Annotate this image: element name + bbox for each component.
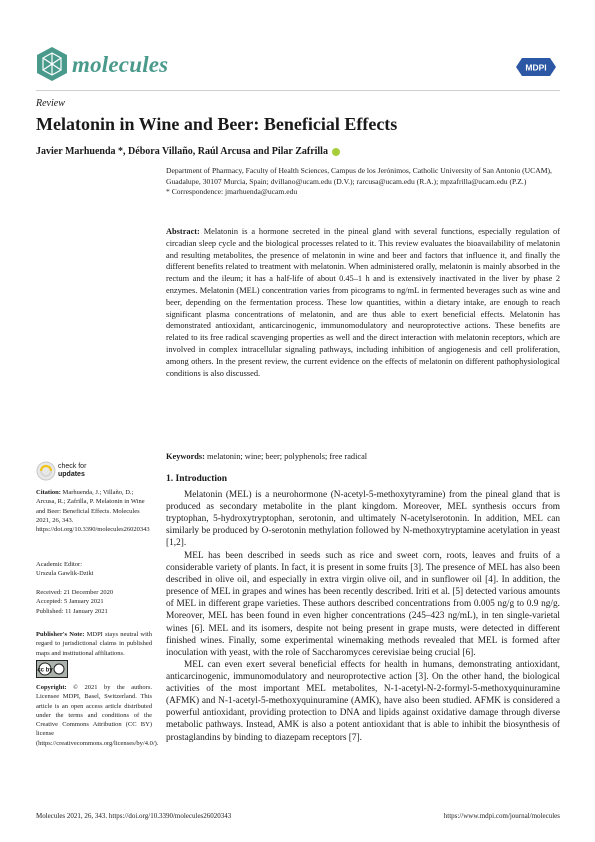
check-for-updates-label[interactable]: check for updates xyxy=(58,463,87,478)
citation-text: Marhuenda, J.; Villaño, D.; Arcusa, R.; Zafrilla, P. Melatonin in Wine and Beer: Beneficial Effects. Molecules 2021, 26, 343. https://doi.org/10.3390/molecules26020343 xyxy=(36,489,150,534)
academic-editor xyxy=(36,560,152,579)
author-list xyxy=(36,146,340,157)
abstract-label: Abstract: xyxy=(166,227,200,236)
check-for-updates-icon[interactable] xyxy=(36,461,56,481)
paragraph-1: Melatonin (MEL) is a neurohormone (N-acetyl-5-methoxytyramine) from the pineal gland that is produced as secondary metabolite in the plant kingdom. Moreover, MEL synthesis occurs from tryptophan, 5-hydroxytryptophan, serotonin, and ultimately N-acetylserotonin. In addition, MEL can similarly be produced by O-serotonin methylation followed by N-methoxytryptamine acetylation in yeast [1,2]. xyxy=(166,490,560,549)
affiliation: Department of Pharmacy, Faculty of Health Sciences, Campus de los Jerónimos, Catholic University of San Antonio (UCAM), Guadalupe, 30107 Murcia, Spain; dvillano@ucam.edu (D.V.); rarcusa@ucam.edu (R.A.); mpzafrilla@ucam.edu (P.Z.) xyxy=(166,166,552,186)
received-date: Received: 21 December 2020 xyxy=(36,589,114,596)
keywords-text: melatonin; wine; beer; polyphenols; free radical xyxy=(207,452,368,461)
publisher-note-label: Publisher's Note: xyxy=(36,631,85,638)
paragraph-3: MEL can even exert several beneficial effects for health in humans, demonstrating antioxidant, anticarcinogenic, immunomodulatory and neuroprotective action [3]. On the other hand, the biological activities of the most important MEL metabolites, N-1-acetyl-N-2-formyl-5-methoxyquinuramine (AFMK) and N-1-acetyl-5-methoxyquinuramine (AMK), have also been studied. AFMK is considered a powerful antioxidant, providing protection to DNA and lipids against oxidative damage through diverse metabolic pathways. Instead, AMK is also a potent antioxidant that is able to inhibit the biosynthesis of prostaglandins by binding to diazepam receptors [7]. xyxy=(166,660,560,743)
header-divider xyxy=(36,90,560,91)
orcid-icon[interactable] xyxy=(332,148,340,156)
affiliation-block xyxy=(166,166,560,198)
publisher-note xyxy=(36,630,152,658)
cc-label: cc by xyxy=(37,667,53,674)
cc-by-license-icon[interactable] xyxy=(36,660,68,678)
editor-label: Academic Editor: xyxy=(36,561,83,568)
authors-text[interactable]: Javier Marhuenda *, Débora Villaño, Raúl Arcusa and Pilar Zafrilla xyxy=(36,146,328,157)
journal-name: molecules xyxy=(72,52,169,77)
publisher-note-text: MDPI stays neutral with regard to jurisdictional claims in published maps and institutional affiliations. xyxy=(36,631,152,657)
citation-block xyxy=(36,488,152,534)
abstract xyxy=(166,226,560,379)
copyright-label: Copyright: xyxy=(36,684,67,691)
section-heading-introduction: 1. Introduction xyxy=(166,474,228,484)
keywords xyxy=(166,452,560,461)
copyright-text: © 2021 by the authors. Licensee MDPI, Basel, Switzerland. This article is an open access article distributed under the terms and conditions of the Creative Commons Attribution (CC BY) license (https://creativecommons.org/licenses/by/4.0/). xyxy=(36,684,159,747)
abstract-text: Melatonin is a hormone secreted in the pineal gland with several functions, especially regulation of circadian sleep cycle and the biological processes related to it. This review evaluates the bioavailability of melatonin and resulting metabolites, the presence of melatonin in wine and beer and factors that influence it, and finally the different benefits related to treatment with melatonin. When administered orally, melatonin is mainly absorbed in the rectum and the ileum; it has a half-life of about 0.45–1 h and is extensively inactivated in the liver by phase 2 enzymes. Melatonin (MEL) concentration varies from picograms to ng/mL in fermented beverages such as wine and beer, depending on the fermentation process. These low quantities, within a dietary intake, are enough to reach significant plasma concentrations of melatonin, and are thus able to exert beneficial effects. Melatonin has demonstrated antioxidant, anticarcinogenic, immunomodulatory and neuroprotective actions. These benefits are related to its free radical scavenging properties as well and the direct interaction with melatonin receptors, which are involved in complex intracellular signaling pathways, including inhibition of angiogenesis and cell proliferation, among others. In the present review, the current evidence on the effects of melatonin on different pathophysiological conditions is also discussed. xyxy=(166,227,560,378)
editor-name: Urszula Gawlik-Dziki xyxy=(36,570,94,578)
mdpi-logo-icon xyxy=(516,58,556,76)
article-type: Review xyxy=(36,98,65,109)
accepted-date: Accepted: 5 January 2021 xyxy=(36,598,104,606)
publication-dates xyxy=(36,588,152,616)
mdpi-logo-text: MDPI xyxy=(525,62,547,73)
published-date: Published: 11 January 2021 xyxy=(36,607,108,615)
article-title: Melatonin in Wine and Beer: Beneficial Effects xyxy=(36,114,398,134)
correspondence: * Correspondence: jmarhuenda@ucam.edu xyxy=(166,187,298,197)
footer-journal-url[interactable]: https://www.mdpi.com/journal/molecules xyxy=(443,812,560,820)
paragraph-2: MEL has been described in seeds such as rice and sweet corn, roots, leaves and fruits of a considerable variety of plants. In fact, it is present in some fruits [3]. The presence of MEL has also been described in olive oil, and especially in extra virgin olive oil, and in sunflower oil [4]. In addition, the presence of MEL in grapes and wines has been recently described. Iriti et al. [5] detected various amounts of MEL in different grape varieties. These authors described concentrations from 0.005 ng/g to 0.9 ng/g. Moreover, MEL has been found in even higher concentrations (245–423 ng/mL), in ten single-varietal wines [6]. MEL and its isomers, despite not being present in grape musts, were detected in different finished wines. Finally, some experimental winemaking methods revealed that MEL is formed after inoculation with yeast, with the role of Saccharomyces cerevisiae being crucial [6]. xyxy=(166,551,560,658)
citation-label: Citation: xyxy=(36,489,61,496)
footer-citation[interactable]: Molecules 2021, 26, 343. https://doi.org/10.3390/molecules26020343 xyxy=(36,812,232,820)
molecules-logo-icon xyxy=(36,46,68,82)
copyright-block xyxy=(36,683,159,748)
keywords-label: Keywords: xyxy=(166,452,205,461)
